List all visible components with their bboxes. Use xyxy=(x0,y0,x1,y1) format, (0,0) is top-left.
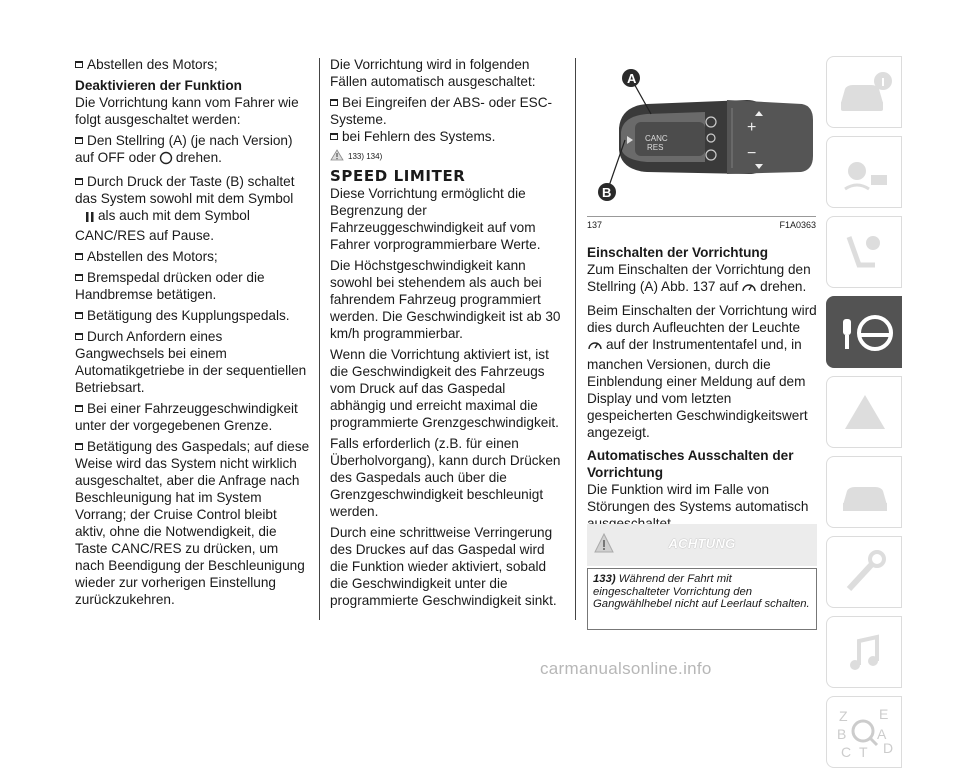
tools-icon[interactable] xyxy=(826,536,902,608)
paragraph: Die Funktion wird im Falle von Störungen des Systems automatisch xyxy=(587,482,809,514)
paragraph: Die Höchstgeschwindigkeit kann sowohl bei stehendem als auch bei fahrendem Fahrzeug programmiert werden. Die Geschwindigkeit ist ab 30 km/h programmierbar. xyxy=(330,258,561,341)
index-icon[interactable] xyxy=(826,696,902,768)
speedometer-icon xyxy=(587,338,603,356)
car-info-icon[interactable] xyxy=(826,56,902,128)
road-hazard-icon[interactable] xyxy=(826,376,902,448)
label-b: B xyxy=(602,185,612,200)
list-item: Abstellen des Motors; xyxy=(75,56,310,73)
warning-header xyxy=(587,524,817,566)
label-a: A xyxy=(627,71,637,86)
warning-text: 133) Während der Fahrt mit eingeschalteter Vorrichtung den Gangwählhebel nicht auf Leerlauf schalten. xyxy=(587,568,817,630)
warning-box xyxy=(587,524,817,630)
watermark: carmanualsonline.info xyxy=(540,659,712,678)
bullet-icon xyxy=(75,137,83,144)
bullet-icon xyxy=(75,274,83,281)
section-heading: Einschalten der Vorrichtung xyxy=(587,245,769,260)
bullet-icon xyxy=(75,61,83,68)
paragraph: Beim Einschalten der Vorrichtung wird dies durch Aufleuchten der Leuchte auf der Instrumententafel und, in manchen Versionen, durch die Einblendung einer Meldung auf dem Display und vom letzten gespeicherten Geschwindigkeitswert angezeigt. xyxy=(587,303,817,440)
ring-off-icon xyxy=(159,151,173,169)
svg-text:A: A xyxy=(877,726,887,742)
list-item: Den Stellring (A) (je nach Version) auf OFF oder drehen. xyxy=(75,132,310,169)
svg-text:T: T xyxy=(859,744,868,760)
column-3 xyxy=(587,244,817,536)
figure-caption xyxy=(587,216,816,230)
paragraph: Die Vorrichtung wird in folgenden Fällen automatisch ausgeschaltet: xyxy=(330,57,536,89)
warning-lights-icon[interactable] xyxy=(826,136,902,208)
paragraph: Diese Vorrichtung ermöglicht die Begrenzung der Fahrzeuggeschwindigkeit auf vom Fahrer vorprogrammierbare Werte. xyxy=(330,186,541,252)
list-item: Bremspedal drücken oder die Handbremse betätigen. xyxy=(75,270,265,302)
list-item: Bei einer Fahrzeuggeschwindigkeit unter der vorgegebenen Grenze. xyxy=(75,401,298,433)
warning-triangle-icon xyxy=(330,149,344,161)
paragraph: Wenn die Vorrichtung aktiviert ist, ist die Geschwindigkeit des Fahrzeugs vom Druck auf das Gaspedal abhängig und erreicht maximal die programmierte Grenzgeschwindigkeit. xyxy=(330,347,559,430)
warning-title: ACHTUNG xyxy=(668,536,736,551)
list-item: Durch Anfordern eines Gangwechsels bei einem Automatikgetriebe in der sequentiellen Betriebsart. xyxy=(75,329,307,395)
svg-text:Z: Z xyxy=(839,708,848,724)
figure-number: 137 xyxy=(587,220,603,230)
steering-key-icon[interactable] xyxy=(826,296,902,368)
bullet-icon xyxy=(75,405,83,412)
seat-airbag-icon[interactable] xyxy=(826,216,902,288)
column-divider xyxy=(319,58,320,620)
svg-text:E: E xyxy=(879,706,889,722)
bullet-icon xyxy=(75,178,83,185)
list-item: bei Fehlern des Systems. xyxy=(330,128,562,145)
paragraph: Zum Einschalten der Vorrichtung den Stellring (A) Abb. 137 auf drehen. xyxy=(587,261,817,298)
list-item: Betätigung des Kupplungspedals. xyxy=(75,307,310,324)
paragraph: Die Vorrichtung kann vom Fahrer wie folgt ausgeschaltet werden: xyxy=(75,95,299,127)
svg-text:B: B xyxy=(837,726,847,742)
warning-refs: 133) 134) xyxy=(330,147,562,163)
figure-code: F1A0363 xyxy=(779,220,816,230)
bullet-icon xyxy=(75,333,83,340)
svg-text:D: D xyxy=(883,740,894,756)
column-2 xyxy=(330,56,562,613)
column-divider xyxy=(575,58,576,620)
minus-label: − xyxy=(747,145,757,162)
media-icon[interactable] xyxy=(826,616,902,688)
list-item: Abstellen des Motors; xyxy=(75,248,310,265)
svg-text:C: C xyxy=(841,744,852,760)
steering-lever-figure xyxy=(587,58,816,228)
paragraph: Falls erforderlich (z.B. für einen Überholvorgang), kann durch Drücken des Gaspedals auch über die Grenzgeschwindigkeit beschleunigt werden. xyxy=(330,436,561,519)
chapter-sidebar xyxy=(826,56,902,776)
section-heading: SPEED LIMITER xyxy=(330,167,466,185)
speedometer-icon xyxy=(741,280,757,298)
column-1 xyxy=(75,56,310,612)
section-heading: Deaktivieren der Funktion xyxy=(75,78,242,93)
pause-icon xyxy=(85,210,95,227)
list-item: Durch Druck der Taste (B) schaltet das System sowohl mit dem Symbol als auch mit dem Symbol CANC/RES auf Pause. xyxy=(75,174,295,243)
bullet-icon xyxy=(75,443,83,450)
canc-label: CANC xyxy=(645,134,668,143)
plus-label: + xyxy=(747,119,757,136)
list-item: Bei Eingreifen der ABS- oder ESC-Systeme. xyxy=(330,95,553,127)
section-heading: Automatisches Ausschalten der Vorrichtung xyxy=(587,448,794,480)
bullet-icon xyxy=(330,99,338,106)
car-service-icon[interactable] xyxy=(826,456,902,528)
bullet-icon xyxy=(75,312,83,319)
list-item: Betätigung des Gaspedals; auf diese Weise wird das System nicht wirklich ausgeschaltet, aber die Anfrage nach Beschleunigung hat im System Vorrang; der Cruise Control bleibt aktiv, ohne die Notwendigkeit, die Taste CANC/RES zu drücken, um nach Beendigung der Beschleunigung wieder zur vorherigen Einstellung zurückzukehren. xyxy=(75,439,310,607)
paragraph: Durch eine schrittweise Verringerung des Druckes auf das Gaspedal wird die Funktion wieder aktiviert, sobald die Geschwindigkeit unter die programmierte Geschwindigkeit sinkt. xyxy=(330,525,557,608)
bullet-icon xyxy=(75,253,83,260)
bullet-icon xyxy=(330,133,338,140)
res-label: RES xyxy=(647,143,664,152)
